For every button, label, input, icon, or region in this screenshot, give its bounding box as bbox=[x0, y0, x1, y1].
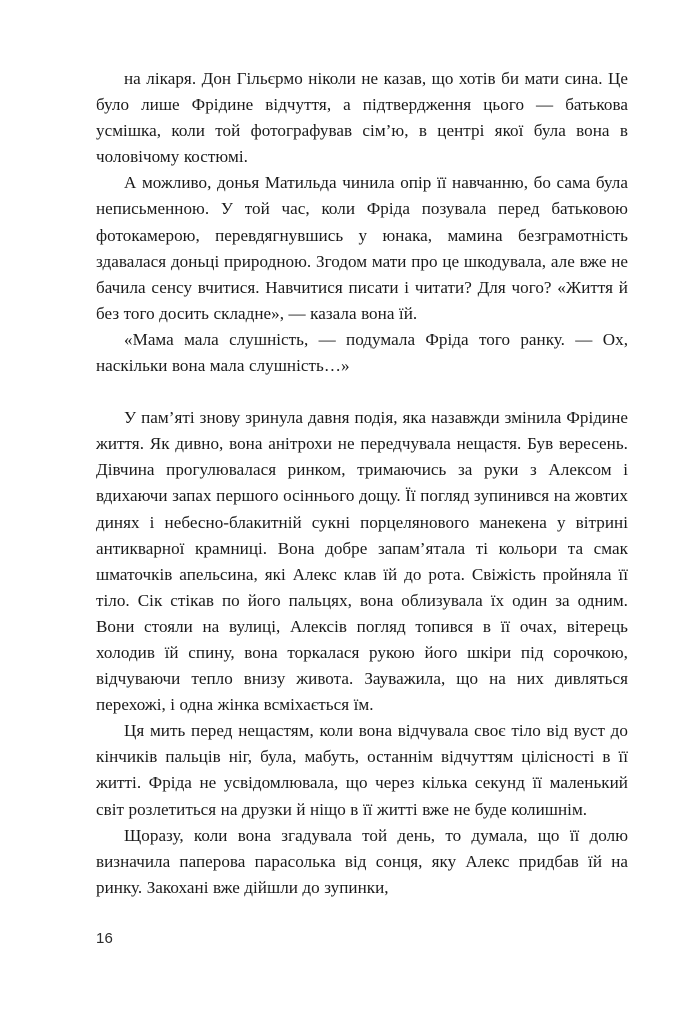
paragraph: А можливо, донья Матильда чинила опір її навчанню, бо сама була неписьменною. У той час, коли Фріда позувала перед батьковою фотокамерою, перевдягнувшись у юнака, мамина безграмотність здавалася доньці природною. Згодом мати про це шкодувала, але вже не бачила сенсу вчитися. Навчитися писати і читати? Для чого? «Життя й без того досить складне», — казала вона їй. bbox=[96, 173, 628, 323]
paragraph: Щоразу, коли вона згадувала той день, то думала, що її долю визначила паперова парасолька від сонця, яку Алекс придбав їй на ринку. Закохані вже дійшли до зупинки, bbox=[96, 825, 628, 897]
paragraph: «Мама мала слушність, — подумала Фріда того ранку. — Ох, наскільки вона мала слушність…» bbox=[96, 329, 628, 376]
page-number: 16 bbox=[96, 930, 113, 947]
paragraph: У пам’яті знову зринула давня подія, яка назавжди змінила Фрідине життя. Як дивно, вона анітрохи не передчувала нещастя. Був вересень. Дівчина прогулювалася ринком, тримаючись за руки з Алексом і вдихаючи запах першого осіннього дощу. Її погляд зупинився на жовтих динях і небесно-блакитній сукні порцелянового манекена у вітрині антикварної крамниці. Вона добре запам’ятала ті кольори та смак шматочків апельсина, які Алекс клав їй до рота. Свіжість пройняла її тіло. Сік стікав по його пальцях, вона облизувала їх один за одним. Вони стояли на вулиці, Алексів погляд топився в її очах, вітерець холодив їй спину, вона торкалася рукою його шкіри під сорочкою, відчуваючи тепло внизу живота. Зауважила, що на них дивляться перехожі, і одна жінка всміхається їм. bbox=[96, 408, 628, 715]
paragraph: Ця мить перед нещастям, коли вона відчувала своє тіло від вуст до кінчиків пальців ніг, була, мабуть, останнім відчуттям цілісності в її житті. Фріда не усвідомлювала, що через кілька секунд її маленький світ розлетиться на друзки й ніщо в її житті вже не буде колишнім. bbox=[96, 721, 628, 819]
paragraph: на лікаря. Дон Гільєрмо ніколи не казав, що хотів би мати сина. Це було лише Фрідине відчуття, а підтвердження цього — батькова усмішка, коли той фотографував сім’ю, в центрі якої була вона в чоловічому костюмі. bbox=[96, 69, 628, 167]
page-body-text bbox=[96, 66, 628, 901]
